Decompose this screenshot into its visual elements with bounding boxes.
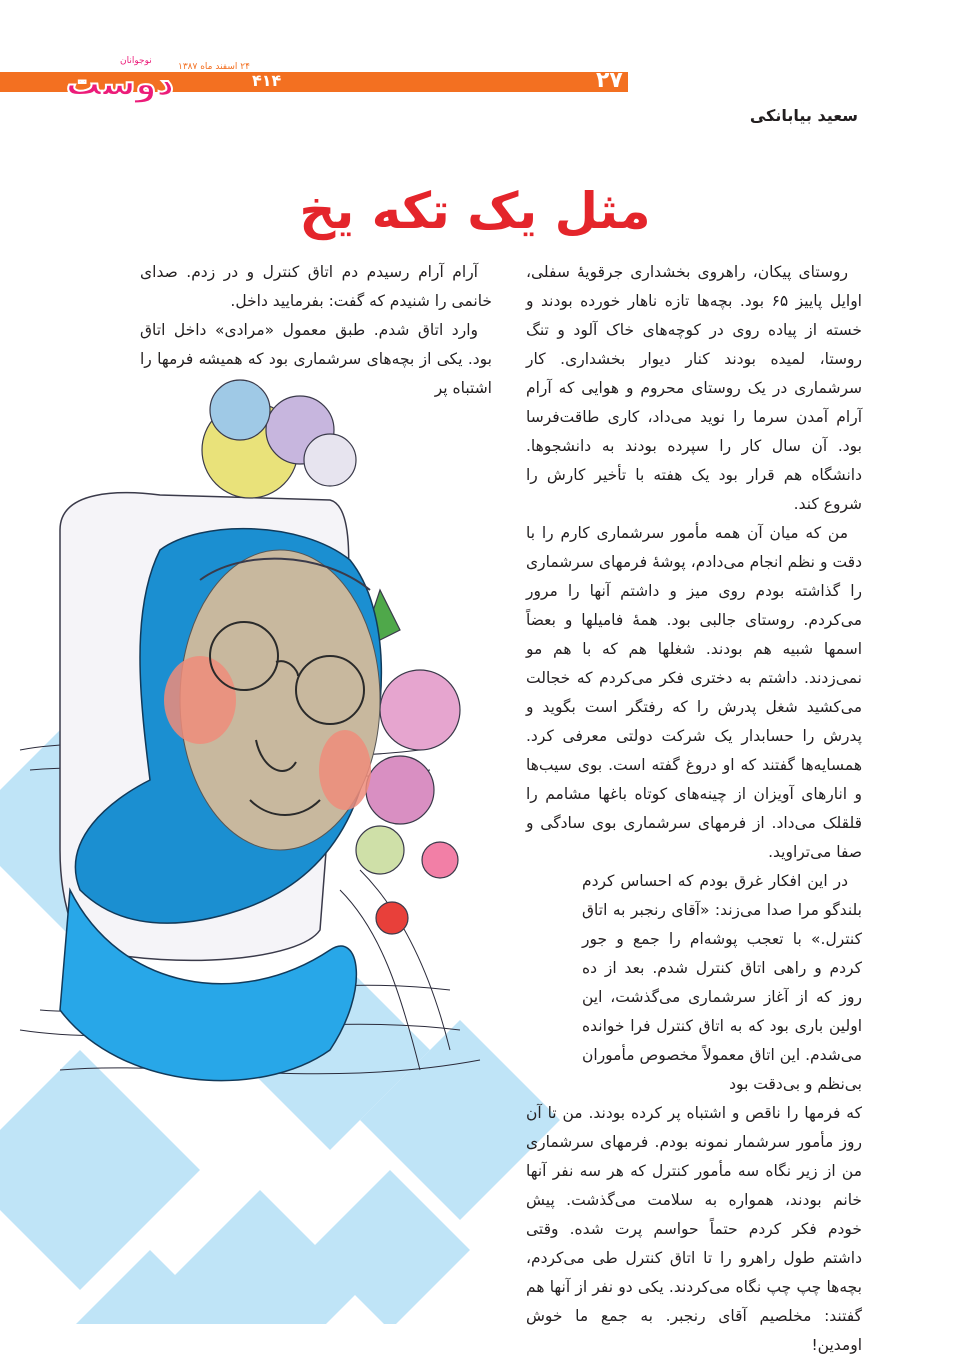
illustration	[0, 370, 560, 1324]
logo-text: دوست	[65, 64, 174, 104]
logo-subtext: نوجوانان	[120, 56, 152, 66]
article-paragraph: در این افکار غرق بودم که احساس کردم بلندگو مرا صدا می‌زند: «آقای رنجبر به اتاق کنترل.» با تعجب پوشه‌ام را جمع و جور کردم و راهی اتاق کنترل شدم. بعد از ده روز که از آغاز سرشماری می‌گذشت، این اولین باری بود که به اتاق کنترل فرا خوانده می‌شدم. این اتاق معمولاً مخصوص مأموران بی‌نظم و بی‌دقت بود	[582, 872, 862, 1093]
magazine-logo	[62, 56, 178, 106]
article-paragraph: من که میان آن همه مأمور سرشماری کارم را با دقت و نظم انجام می‌دادم، پوشهٔ فرمهای سرشماری را گذاشته بودم روی میز و داشتم آنها را مرور می‌کردم. روستای جالبی بود. همهٔ فامیلها و بعضاً اسمها شبیه هم بودند. شغلها هم که با هم مو نمی‌زدند. داشتم به دختری فکر می‌کردم که خجالت می‌کشید شغل پدرش را که رفتگر است بگوید و پدرش را حسابدار یک شرکت دولتی معرفی کرد. همسایه‌ها گفتند که او دروغ گفته است. بوی سیب‌ها و انارهای آویزان از چینه‌های کوتاه باغها مشامم را قلقلک می‌داد. از فرمهای سرشماری بوی سادگی و صفا می‌تراوید.	[526, 524, 862, 861]
issue-date: ۲۴ اسفند ماه ۱۳۸۷	[178, 62, 250, 72]
article-title: مثل یک تکه یخ	[299, 182, 651, 240]
article-paragraph: روستای پیکان، راهروی بخشداری جرقویهٔ سفلی، اوایل پاییز ۶۵ بود. بچه‌ها تازه ناهار خورده بودند و خسته از پیاده روی در کوچه‌های خاک آلود و تنگ روستا، لمیده بودند کنار دیوار بخشداری. کار سرشماری در یک روستای محروم و هوایی که آرام آرام آمدن سرما را نوید می‌داد، کاری طاقت‌فرسا بود. آن سال کار را سپرده بودند به دانشجوها. دانشگاه هم قرار بود یک هفته با تأخیر کارش را شروع کند.	[526, 263, 862, 513]
issue-number: ۴۱۴	[252, 71, 282, 90]
article-paragraph: آرام آرام رسیدم دم اتاق کنترل و در زدم. صدای خانمی را شنیدم که گفت: بفرمایید داخل.	[140, 263, 492, 310]
article-paragraph: وارد اتاق شدم. طبق معمول «مرادی» داخل اتاق بود. یکی از بچه‌های سرشماری بود که همیشه فرمها را اشتباه پر	[140, 321, 492, 397]
article-column-left	[140, 258, 492, 403]
article-paragraph: که فرمها را ناقص و اشتباه پر کرده بودند. من تا آن روز مأمور سرشمار نمونه بودم. فرمهای سرشماری من از زیر نگاه سه مأمور کنترل که هر سه نفر آنها خانم بودند، همواره به سلامت می‌گذشت. پیش خودم فکر کردم حتماً حواسم پرت شده. وقتی داشتم طول راهرو را تا اتاق کنترل طی می‌کردم، بچه‌ها چپ چپ نگاه می‌کردند. یکی دو نفر از آنها هم گفتند: مخلصیم آقای رنجبر. به جمع ما خوش اومدین!	[526, 1104, 862, 1354]
author-name: سعید بیابانکی	[749, 106, 858, 125]
page-number: ۲۷	[596, 68, 623, 93]
article-column-right	[526, 258, 862, 1360]
